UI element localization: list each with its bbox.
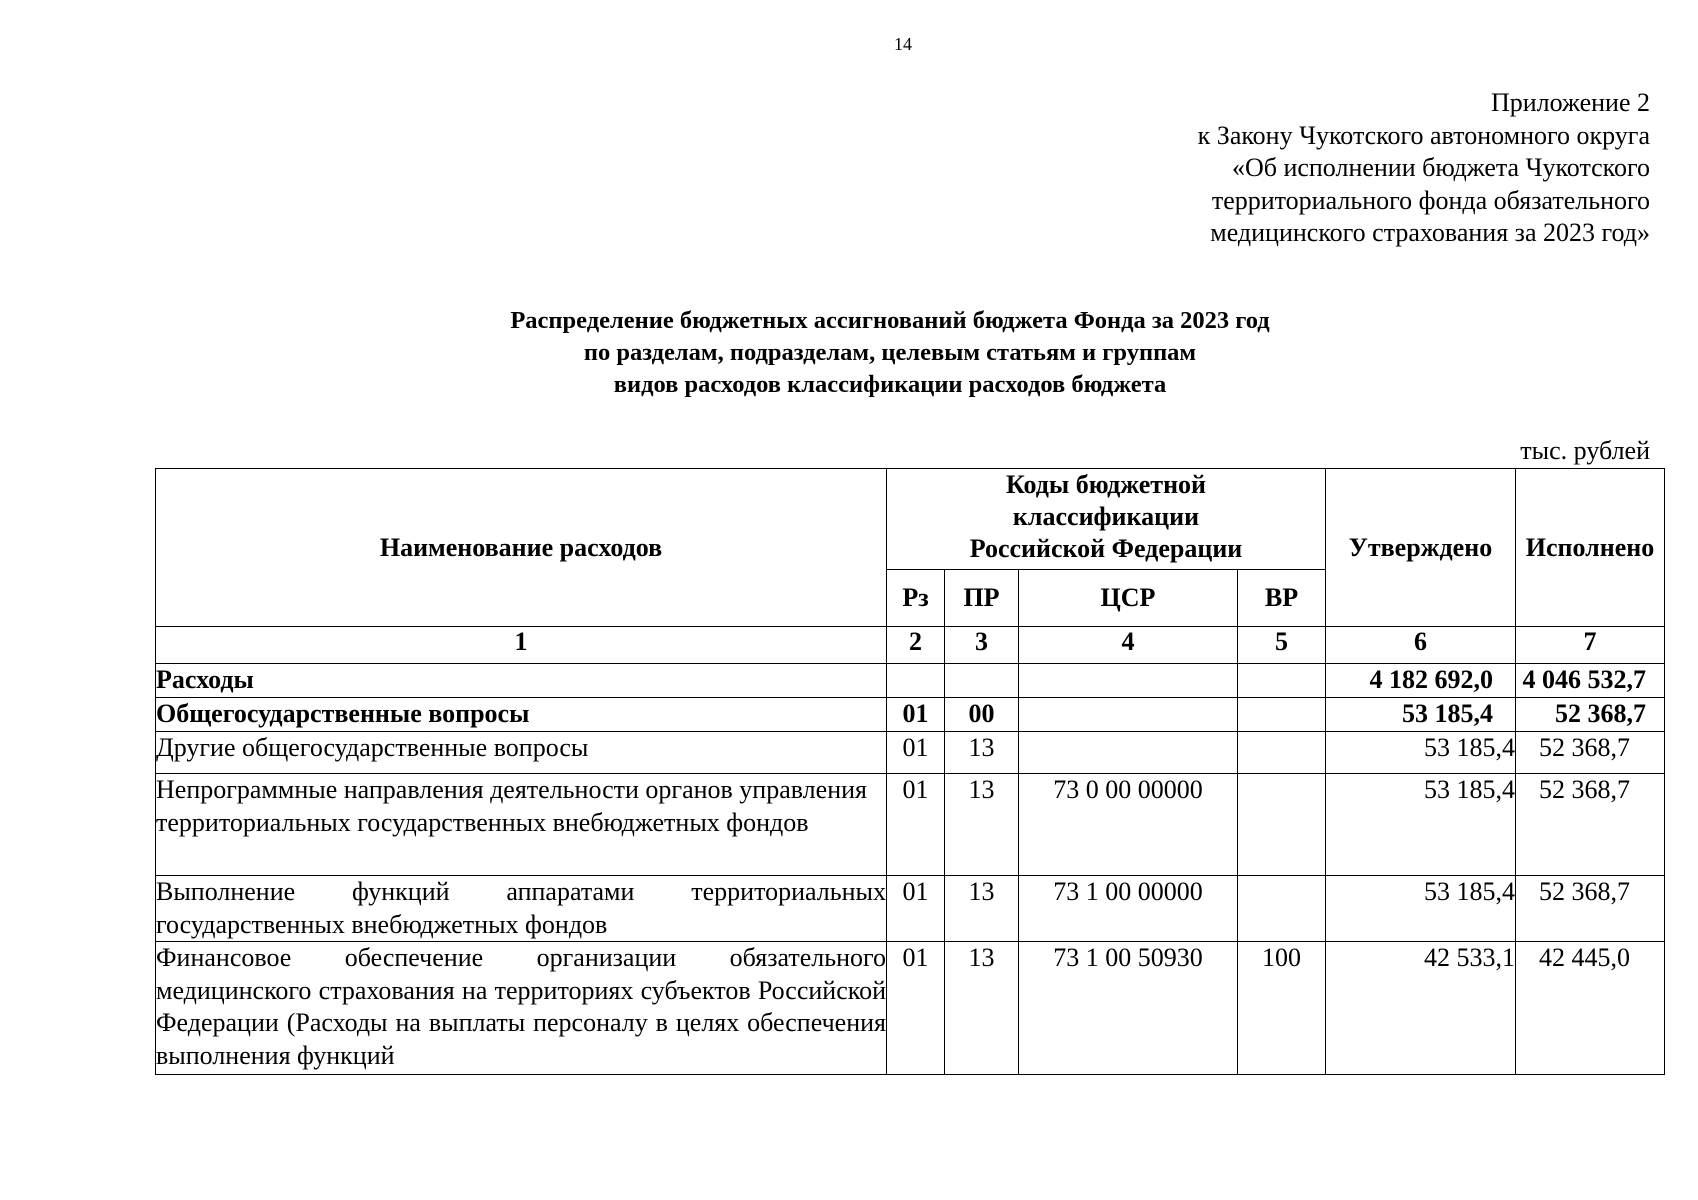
appendix-line: медицинского страхования за 2023 год» bbox=[1210, 218, 1650, 247]
column-number: 5 bbox=[1238, 627, 1326, 664]
row-rz: 01 bbox=[887, 942, 945, 1075]
header-rz: Рз bbox=[887, 570, 945, 627]
row-approved: 53 185,4 bbox=[1326, 732, 1516, 774]
row-vr bbox=[1238, 774, 1326, 876]
column-number: 7 bbox=[1516, 627, 1665, 664]
row-name: Другие общегосударственные вопросы bbox=[156, 732, 887, 774]
table-row bbox=[156, 774, 1665, 876]
row-pr: 13 bbox=[945, 774, 1019, 876]
row-executed: 52 368,7 bbox=[1516, 732, 1665, 774]
header-codes-line: Российской Федерации bbox=[969, 534, 1243, 563]
row-approved: 4 182 692,0 bbox=[1326, 664, 1516, 698]
table-row bbox=[156, 876, 1665, 942]
row-vr bbox=[1238, 664, 1326, 698]
row-vr bbox=[1238, 876, 1326, 942]
row-approved: 53 185,4 bbox=[1326, 774, 1516, 876]
header-name: Наименование расходов bbox=[156, 469, 887, 627]
row-name: Выполнение функций аппаратами территориальных государственных внебюджетных фондов bbox=[156, 876, 887, 942]
title-line: Распределение бюджетных ассигнований бюджета Фонда за 2023 год bbox=[510, 307, 1270, 334]
row-name: Финансовое обеспечение организации обязательного медицинского страхования на территориях субъектов Российской Федерации (Расходы на выплаты персоналу в целях обеспечения выполнения функций bbox=[156, 942, 887, 1075]
row-rz: 01 bbox=[887, 876, 945, 942]
column-number: 6 bbox=[1326, 627, 1516, 664]
row-rz: 01 bbox=[887, 732, 945, 774]
appendix-line: к Закону Чукотского автономного округа bbox=[1197, 120, 1650, 150]
row-pr: 13 bbox=[945, 732, 1019, 774]
title-line: по разделам, подразделам, целевым статьям и группам bbox=[583, 339, 1197, 366]
row-vr: 100 bbox=[1238, 942, 1326, 1075]
row-pr: 13 bbox=[945, 876, 1019, 942]
row-name: Расходы bbox=[156, 664, 887, 698]
header-executed: Исполнено bbox=[1516, 469, 1665, 627]
row-pr bbox=[945, 664, 1019, 698]
row-executed: 52 368,7 bbox=[1516, 774, 1665, 876]
row-rz bbox=[887, 664, 945, 698]
header-pr: ПР bbox=[945, 570, 1019, 627]
row-vr bbox=[1238, 732, 1326, 774]
row-executed: 4 046 532,7 bbox=[1516, 664, 1665, 698]
table-row bbox=[156, 664, 1665, 698]
header-approved: Утверждено bbox=[1326, 469, 1516, 627]
header-vr: ВР bbox=[1238, 570, 1326, 627]
row-csr bbox=[1019, 732, 1238, 774]
table-row bbox=[156, 732, 1665, 774]
row-name: Непрограммные направления деятельности органов управления территориальных государственных внебюджетных фондов bbox=[156, 774, 887, 876]
row-csr bbox=[1019, 664, 1238, 698]
title-line: видов расходов классификации расходов бюджета bbox=[613, 371, 1167, 398]
row-rz: 01 bbox=[887, 698, 945, 732]
row-csr: 73 1 00 50930 bbox=[1019, 942, 1238, 1075]
row-csr: 73 1 00 00000 bbox=[1019, 876, 1238, 942]
row-executed: 42 445,0 bbox=[1516, 942, 1665, 1075]
document-title bbox=[0, 305, 1698, 401]
row-approved: 42 533,1 bbox=[1326, 942, 1516, 1075]
column-number-row bbox=[156, 627, 1665, 664]
row-csr bbox=[1019, 698, 1238, 732]
column-number: 4 bbox=[1019, 627, 1238, 664]
row-rz: 01 bbox=[887, 774, 945, 876]
table-row bbox=[156, 942, 1665, 1075]
table-row bbox=[156, 698, 1665, 732]
header-codes bbox=[887, 469, 1326, 570]
column-number: 2 bbox=[887, 627, 945, 664]
header-csr: ЦСР bbox=[1019, 570, 1238, 627]
row-approved: 53 185,4 bbox=[1326, 698, 1516, 732]
units-label: тыс. рублей bbox=[1520, 436, 1650, 465]
appendix-line: «Об исполнении бюджета Чукотского bbox=[1231, 153, 1650, 182]
header-row bbox=[156, 469, 1665, 570]
row-name: Общегосударственные вопросы bbox=[156, 698, 887, 732]
row-csr: 73 0 00 00000 bbox=[1019, 774, 1238, 876]
row-pr: 13 bbox=[945, 942, 1019, 1075]
column-number: 1 bbox=[156, 627, 887, 664]
row-executed: 52 368,7 bbox=[1516, 876, 1665, 942]
row-executed: 52 368,7 bbox=[1516, 698, 1665, 732]
row-pr: 00 bbox=[945, 698, 1019, 732]
appendix-line: Приложение 2 bbox=[1490, 88, 1650, 117]
column-number: 3 bbox=[945, 627, 1019, 664]
header-codes-line: классификации bbox=[1012, 502, 1200, 531]
appendix-block bbox=[1198, 87, 1650, 250]
row-approved: 53 185,4 bbox=[1326, 876, 1516, 942]
page-number: 14 bbox=[894, 34, 912, 54]
budget-table bbox=[155, 468, 1665, 1075]
header-codes-line: Коды бюджетной bbox=[1005, 470, 1207, 499]
appendix-line: территориального фонда обязательного bbox=[1211, 185, 1650, 215]
row-vr bbox=[1238, 698, 1326, 732]
